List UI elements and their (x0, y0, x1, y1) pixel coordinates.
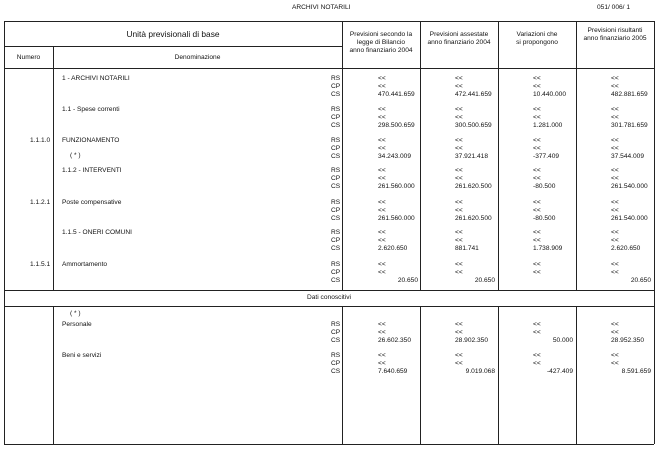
cell: 26.602.350 (378, 337, 412, 344)
cell: -377.409 (533, 153, 560, 160)
code-cs: CS (331, 337, 341, 344)
row-c1 (378, 167, 418, 191)
cell: << (378, 229, 386, 236)
row-c1 (378, 106, 418, 130)
cell: << (611, 237, 619, 244)
cell: 20.650 (630, 277, 651, 284)
header-col3 (498, 31, 576, 47)
cell: << (455, 329, 463, 336)
row-numero: 1.1.5.1 (30, 261, 51, 268)
row-label: Ammortamento (62, 261, 108, 268)
header-col4-line: Previsioni risultanti (587, 27, 643, 34)
row-sub: ( * ) (70, 152, 81, 159)
code-rs: RS (331, 352, 341, 359)
row-c3 (533, 229, 573, 253)
cell: << (611, 137, 619, 144)
row-c4 (611, 106, 651, 130)
cell: 28.952.350 (611, 337, 645, 344)
dati-c1 (378, 321, 418, 345)
row-numero: 1.1.1.0 (30, 137, 51, 144)
cell: 261.560.000 (378, 215, 415, 222)
cell: << (533, 199, 541, 206)
code-cp: CP (331, 237, 341, 244)
cell: << (378, 199, 386, 206)
cell: << (378, 352, 386, 359)
row-c4 (611, 199, 651, 223)
code-cp: CP (331, 114, 341, 121)
header-col1-line: legge di Bilancio (356, 39, 406, 46)
row-c3 (533, 261, 573, 277)
code-cs: CS (331, 153, 341, 160)
code-cp: CP (331, 145, 341, 152)
dati-c2 (455, 321, 495, 345)
code-cs: CS (331, 277, 341, 284)
row-c2 (455, 229, 495, 253)
code-rs: RS (331, 137, 341, 144)
row-c2 (455, 137, 495, 161)
cell: << (455, 137, 463, 144)
row-c4 (611, 167, 651, 191)
cell: << (533, 321, 541, 328)
cell: -427.409 (546, 368, 573, 375)
dati-pre: ( * ) (70, 310, 81, 317)
cell: << (455, 106, 463, 113)
cell: 28.902.350 (455, 337, 489, 344)
cell: << (378, 329, 386, 336)
cell: << (378, 137, 386, 144)
cell: 261.540.000 (611, 215, 648, 222)
cell: << (533, 175, 541, 182)
cell: << (611, 175, 619, 182)
cell: << (378, 145, 386, 152)
cell: << (455, 167, 463, 174)
cell: << (611, 145, 619, 152)
dati-c1 (378, 352, 418, 376)
cell: << (611, 352, 619, 359)
code-rs: RS (331, 167, 341, 174)
cell: << (378, 360, 386, 367)
cell: << (455, 352, 463, 359)
cell: << (611, 229, 619, 236)
cell: << (533, 207, 541, 214)
row-c2 (455, 106, 495, 130)
row-c4 (611, 261, 651, 285)
row-codes (331, 137, 340, 161)
cell: << (455, 360, 463, 367)
header-col2 (420, 31, 498, 47)
cell: 37.544.009 (611, 153, 645, 160)
cell: << (378, 83, 386, 90)
row-c3 (533, 75, 573, 99)
cell: 300.500.659 (455, 122, 492, 129)
cell: 261.620.500 (455, 183, 492, 190)
header-col1 (342, 31, 420, 55)
cell: << (533, 269, 541, 276)
code-cs: CS (331, 183, 341, 190)
cell: 10.440.000 (533, 91, 567, 98)
row-c3 (533, 199, 573, 223)
code-rs: RS (331, 106, 341, 113)
row-label: 1.1.5 - ONERI COMUNI (62, 229, 132, 236)
cell: 2.620.650 (378, 245, 408, 252)
row-c1 (378, 137, 418, 161)
row-codes (331, 75, 340, 99)
cell: << (378, 237, 386, 244)
dati-codes (331, 321, 340, 345)
row-c4 (611, 229, 651, 253)
dati-codes (331, 352, 340, 376)
code-cp: CP (331, 329, 341, 336)
cell: << (533, 229, 541, 236)
cell: << (455, 199, 463, 206)
row-codes (331, 229, 340, 253)
cell: 298.500.659 (378, 122, 415, 129)
cell: << (611, 83, 619, 90)
code-rs: RS (331, 229, 341, 236)
row-codes (331, 167, 340, 191)
cell: 472.441.659 (455, 91, 492, 98)
cell: << (533, 329, 541, 336)
dati-label: Personale (62, 321, 92, 328)
cell: << (455, 237, 463, 244)
code-cs: CS (331, 368, 341, 375)
row-c1 (378, 229, 418, 253)
cell: << (611, 167, 619, 174)
cell: << (455, 75, 463, 82)
row-label: 1 - ARCHIVI NOTARILI (62, 75, 130, 82)
dati-c4 (611, 321, 651, 345)
row-c2 (455, 261, 495, 285)
cell: 2.620.650 (611, 245, 641, 252)
row-label: FUNZIONAMENTO (62, 137, 120, 144)
row-codes (331, 106, 340, 130)
cell: << (611, 199, 619, 206)
cell: 881.741 (455, 245, 479, 252)
cell: 261.560.000 (378, 183, 415, 190)
cell: << (455, 145, 463, 152)
cell: 261.620.500 (455, 215, 492, 222)
cell: << (378, 175, 386, 182)
cell: << (455, 229, 463, 236)
cell: << (378, 167, 386, 174)
dati-c4 (611, 352, 651, 376)
row-label: Poste compensative (62, 199, 122, 206)
cell: << (378, 321, 386, 328)
cell: 7.640.659 (378, 368, 408, 375)
code-rs: RS (331, 199, 341, 206)
cell: << (611, 261, 619, 268)
dati-conoscitivi-heading: Dati conoscitivi (307, 294, 351, 301)
cell: << (455, 175, 463, 182)
cell: << (378, 75, 386, 82)
header-col3-line: si propongono (516, 39, 558, 46)
cell: 261.540.000 (611, 183, 648, 190)
cell: << (611, 114, 619, 121)
header-col2-line: Previsioni assestate (429, 31, 489, 38)
cell: 1.281.000 (533, 122, 563, 129)
cell: 20.650 (474, 277, 495, 284)
cell: << (611, 207, 619, 214)
cell: << (611, 329, 619, 336)
cell: << (533, 352, 541, 359)
cell: << (533, 261, 541, 268)
code-cp: CP (331, 207, 341, 214)
cell: 37.921.418 (455, 153, 489, 160)
cell: << (455, 114, 463, 121)
row-c3 (533, 137, 573, 161)
code-cs: CS (331, 91, 341, 98)
cell: 470.441.659 (378, 91, 415, 98)
row-label: 1.1.2 - INTERVENTI (62, 167, 122, 174)
code-cp: CP (331, 83, 341, 90)
cell: << (533, 75, 541, 82)
row-c1 (378, 261, 418, 285)
cell: 20.650 (397, 277, 418, 284)
row-c2 (455, 75, 495, 99)
cell: << (533, 145, 541, 152)
cell: << (455, 207, 463, 214)
header-col1-line: Previsioni secondo la (349, 31, 413, 38)
dati-label: Beni e servizi (62, 352, 102, 359)
dati-c2 (455, 352, 495, 376)
header-numero: Numero (16, 54, 41, 61)
cell: 8.591.659 (621, 368, 651, 375)
cell: << (378, 269, 386, 276)
cell: << (533, 137, 541, 144)
code-cs: CS (331, 245, 341, 252)
row-c2 (455, 167, 495, 191)
row-codes (331, 199, 340, 223)
cell: << (455, 269, 463, 276)
cell: << (611, 269, 619, 276)
cell: 1.738.909 (533, 245, 563, 252)
dati-c3 (533, 352, 573, 376)
cell: << (533, 114, 541, 121)
row-c2 (455, 199, 495, 223)
cell: -80.500 (533, 183, 556, 190)
dati-c3 (533, 321, 573, 345)
cell: << (611, 321, 619, 328)
row-c4 (611, 75, 651, 99)
code-cp: CP (331, 269, 341, 276)
cell: -80.500 (533, 215, 556, 222)
cell: << (611, 360, 619, 367)
row-c4 (611, 137, 651, 161)
cell: << (455, 83, 463, 90)
cell: << (533, 237, 541, 244)
cell: << (378, 207, 386, 214)
header-col2-line: anno finanziario 2004 (427, 39, 491, 46)
code-rs: RS (331, 75, 341, 82)
header-unita: Unità previsionali di base (126, 29, 220, 39)
header-col1-line: anno finanziario 2004 (349, 47, 413, 54)
header-col4-line: anno finanziario 2005 (583, 35, 647, 42)
row-c3 (533, 167, 573, 191)
row-codes (331, 261, 340, 285)
cell: << (533, 167, 541, 174)
header-col4 (576, 27, 654, 43)
page-number: 051/ 006/ 1 (597, 4, 630, 11)
cell: << (378, 261, 386, 268)
row-c3 (533, 106, 573, 130)
code-cp: CP (331, 360, 341, 367)
cell: << (611, 75, 619, 82)
cell: << (533, 106, 541, 113)
cell: << (533, 83, 541, 90)
row-numero: 1.1.2.1 (30, 199, 51, 206)
code-cp: CP (331, 175, 341, 182)
cell: 482.881.659 (611, 91, 648, 98)
code-cs: CS (331, 215, 341, 222)
cell: 9.019.068 (465, 368, 495, 375)
cell: << (533, 360, 541, 367)
row-c1 (378, 199, 418, 223)
cell: 301.781.659 (611, 122, 648, 129)
cell: 34.243.009 (378, 153, 412, 160)
cell: << (455, 261, 463, 268)
cell: << (455, 321, 463, 328)
cell: << (378, 106, 386, 113)
page-title: ARCHIVI NOTARILI (292, 4, 351, 11)
cell: 50.000 (552, 337, 573, 344)
header-denominazione: Denominazione (174, 54, 221, 61)
cell: << (378, 114, 386, 121)
cell: << (611, 106, 619, 113)
row-c1 (378, 75, 418, 99)
row-label: 1.1 - Spese correnti (62, 106, 120, 113)
code-rs: RS (331, 321, 341, 328)
header-col3-line: Variazioni che (516, 31, 558, 38)
code-cs: CS (331, 122, 341, 129)
code-rs: RS (331, 261, 341, 268)
